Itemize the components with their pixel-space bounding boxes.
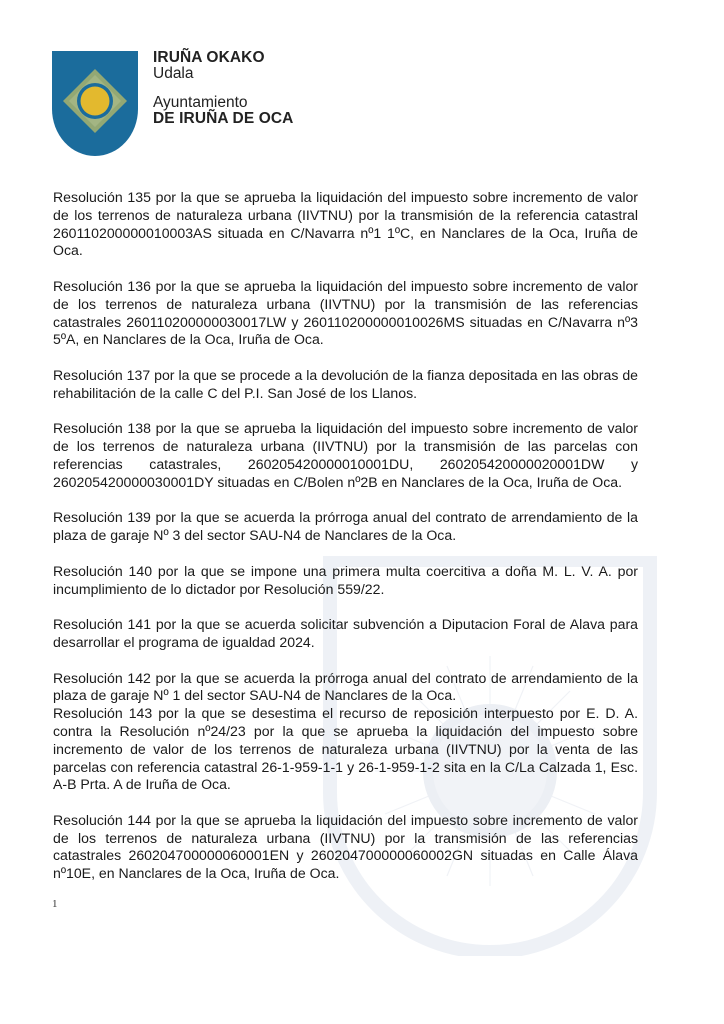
- org-type-basque: Udala: [153, 65, 194, 82]
- org-name-basque: IRUÑA OKAKO: [153, 49, 265, 66]
- resolution-136: Resolución 136 por la que se aprueba la liquidación del impuesto sobre incremento de valor de los terrenos de naturaleza urbana (IIVTNU) por la transmisión de las referencias catastrales 260110200000030017LW y 260110200000010026MS situadas en C/Navarra nº3 5ºA, en Nanclares de la Oca, Iruña de Oca.: [53, 277, 638, 348]
- resolution-139: Resolución 139 por la que se acuerda la prórroga anual del contrato de arrendamiento de la plaza de garaje Nº 3 del sector SAU-N4 de Nanclares de la Oca.: [53, 509, 638, 544]
- resolution-142: Resolución 142 por la que se acuerda la prórroga anual del contrato de arrendamiento de la plaza de garaje Nº 1 del sector SAU-N4 de Nanclares de la Oca.: [53, 669, 638, 704]
- municipal-shield-logo-icon: [52, 51, 138, 156]
- resolution-137: Resolución 137 por la que se procede a la devolución de la fianza depositada en las obras de rehabilitación de la calle C del P.I. San José de los Llanos.: [53, 366, 638, 401]
- page-number: 1: [52, 898, 58, 910]
- resolution-138: Resolución 138 por la que se aprueba la liquidación del impuesto sobre incremento de valor de los terrenos de naturaleza urbana (IIVTNU) por la transmisión de las parcelas con referencias catastrales, 260205420000010001DU, 260205420000020001DW y 260205420000030001DY situadas en C/Bolen nº2B en Nanclares de la Oca, Iruña de Oca.: [53, 420, 638, 490]
- resolution-144: Resolución 144 por la que se aprueba la liquidación del impuesto sobre incremento de valor de los terrenos de naturaleza urbana (IIVTNU) por la transmisión de las referencias catastrales 260204700000060001EN y 260204700000060002GN situadas en Calle Álava nº10E, en Nanclares de la Oca, Iruña de Oca.: [53, 811, 638, 882]
- organization-name: [153, 50, 293, 127]
- org-type-spanish: Ayuntamiento: [153, 94, 248, 111]
- resolution-143: Resolución 143 por la que se desestima el recurso de reposición interpuesto por E. D. A. contra la Resolución nº24/23 por la que se aprueba la liquidación del impuesto sobre incremento de valor de los terrenos de naturaleza urbana (IIVTNU) por la venta de las parcelas con referencia catastral 26-1-959-1-1 y 26-1-959-1-2 sita en la C/La Calzada 1, Esc. A-B Prta. A de Iruña de Oca.: [53, 705, 638, 793]
- resolution-135: Resolución 135 por la que se aprueba la liquidación del impuesto sobre incremento de valor de los terrenos de naturaleza urbana (IIVTNU) por la transmisión de la referencia catastral 260110200000010003AS situada en C/Navarra nº1 1ºC, en Nanclares de la Oca, Iruña de Oca.: [53, 189, 638, 259]
- resolution-140: Resolución 140 por la que se impone una primera multa coercitiva a doña M. L. V. A. por incumplimiento de lo dictador por Resolución 559/22.: [53, 562, 638, 597]
- resolution-141: Resolución 141 por la que se acuerda solicitar subvención a Diputacion Foral de Alava para desarrollar el programa de igualdad 2024.: [53, 616, 638, 650]
- org-name-spanish: DE IRUÑA DE OCA: [153, 110, 294, 127]
- resolutions-list: [53, 189, 638, 901]
